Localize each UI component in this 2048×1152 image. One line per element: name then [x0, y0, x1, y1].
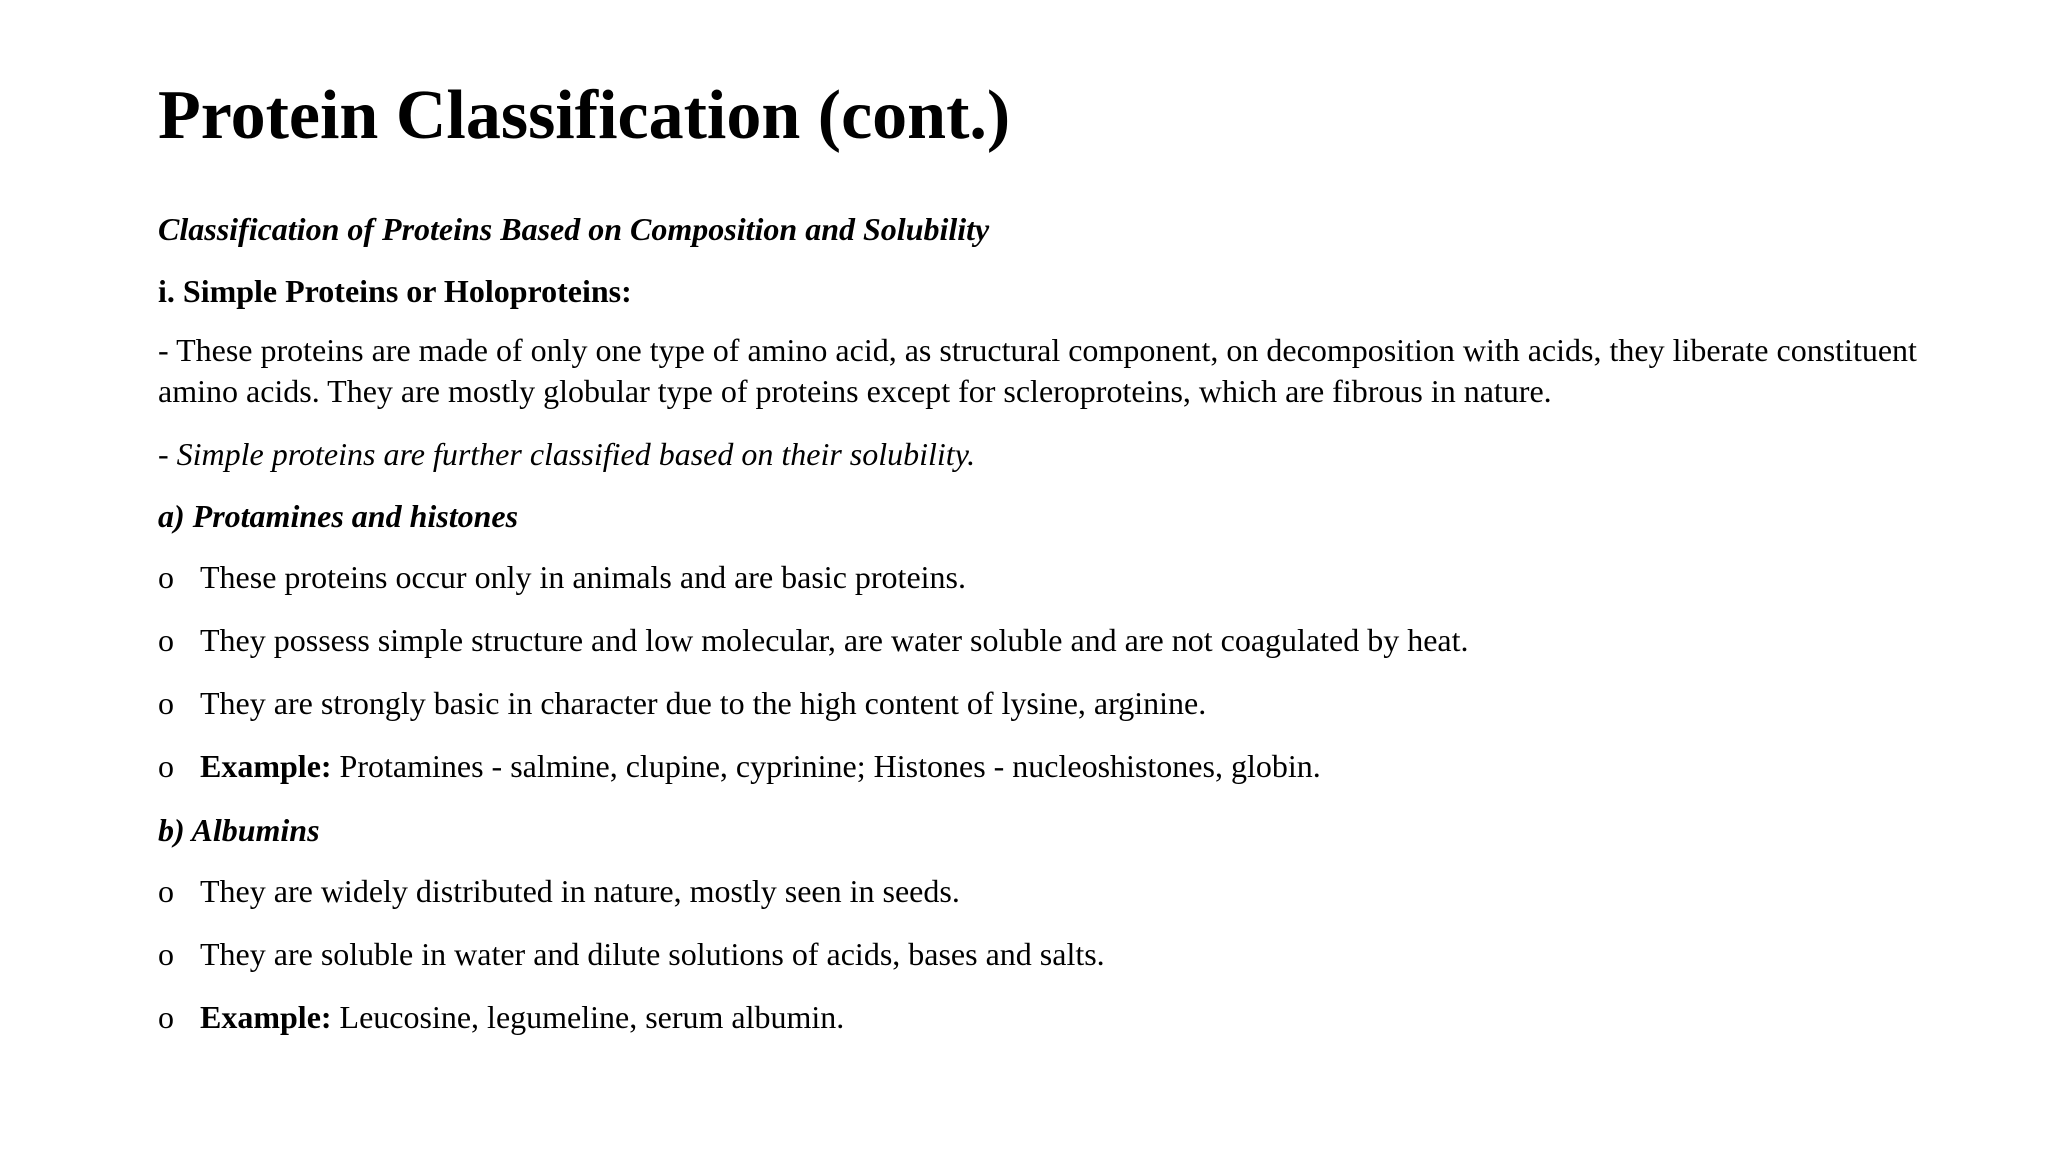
- list-item: [158, 680, 1918, 726]
- list-item-text: [200, 554, 966, 600]
- list-item-body: These proteins occur only in animals and are basic proteins.: [200, 559, 966, 595]
- bullet-marker: o: [158, 748, 174, 784]
- list-item-text: [200, 743, 1321, 789]
- list-item-body: Leucosine, legumeline, serum albumin.: [331, 999, 845, 1035]
- bullet-marker: o: [158, 685, 174, 721]
- group-heading-albumins: b) Albumins: [158, 812, 320, 848]
- classification-note-prefix: -: [158, 436, 177, 472]
- list-item-body: Protamines - salmine, clupine, cyprinine; Histones - nucleoshistones, globin.: [331, 748, 1321, 784]
- bullet-list-protamines: [158, 554, 1918, 789]
- list-item-text: [200, 994, 844, 1040]
- list-item-body: They are soluble in water and dilute solutions of acids, bases and salts.: [200, 936, 1105, 972]
- section-heading: i. Simple Proteins or Holoproteins:: [158, 273, 632, 309]
- list-item: [158, 743, 1918, 789]
- bullet-marker: o: [158, 999, 174, 1035]
- classification-note: [158, 434, 1918, 475]
- list-item: [158, 994, 1918, 1040]
- list-item: [158, 617, 1918, 663]
- classification-note-text: Simple proteins are further classified based on their solubility.: [176, 436, 976, 472]
- list-item-label: Example:: [200, 999, 332, 1035]
- list-item: [158, 931, 1918, 977]
- page-title: Protein Classification (cont.): [158, 77, 1011, 154]
- list-item-body: They possess simple structure and low molecular, are water soluble and are not coagulated by heat.: [200, 622, 1469, 658]
- definition-paragraph: - These proteins are made of only one type of amino acid, as structural component, on decomposition with acids, they liberate constituent amino acids. They are mostly globular type of proteins except for scleroproteins, which are fibrous in nature.: [158, 332, 1917, 409]
- list-item-text: [200, 617, 1469, 663]
- list-item: [158, 868, 1918, 914]
- list-item: [158, 554, 1918, 600]
- list-item-body: They are widely distributed in nature, mostly seen in seeds.: [200, 873, 960, 909]
- list-item-label: Example:: [200, 748, 332, 784]
- list-item-text: [200, 931, 1105, 977]
- bullet-marker: o: [158, 936, 174, 972]
- bullet-marker: o: [158, 622, 174, 658]
- bullet-marker: o: [158, 873, 174, 909]
- slide-content: [158, 70, 1918, 1040]
- slide-subtitle: Classification of Proteins Based on Composition and Solubility: [158, 211, 990, 247]
- bullet-marker: o: [158, 559, 174, 595]
- group-heading-protamines: a) Protamines and histones: [158, 498, 519, 534]
- bullet-list-albumins: [158, 868, 1918, 1040]
- list-item-body: They are strongly basic in character due to the high content of lysine, arginine.: [200, 685, 1207, 721]
- list-item-text: [200, 680, 1206, 726]
- list-item-text: [200, 868, 960, 914]
